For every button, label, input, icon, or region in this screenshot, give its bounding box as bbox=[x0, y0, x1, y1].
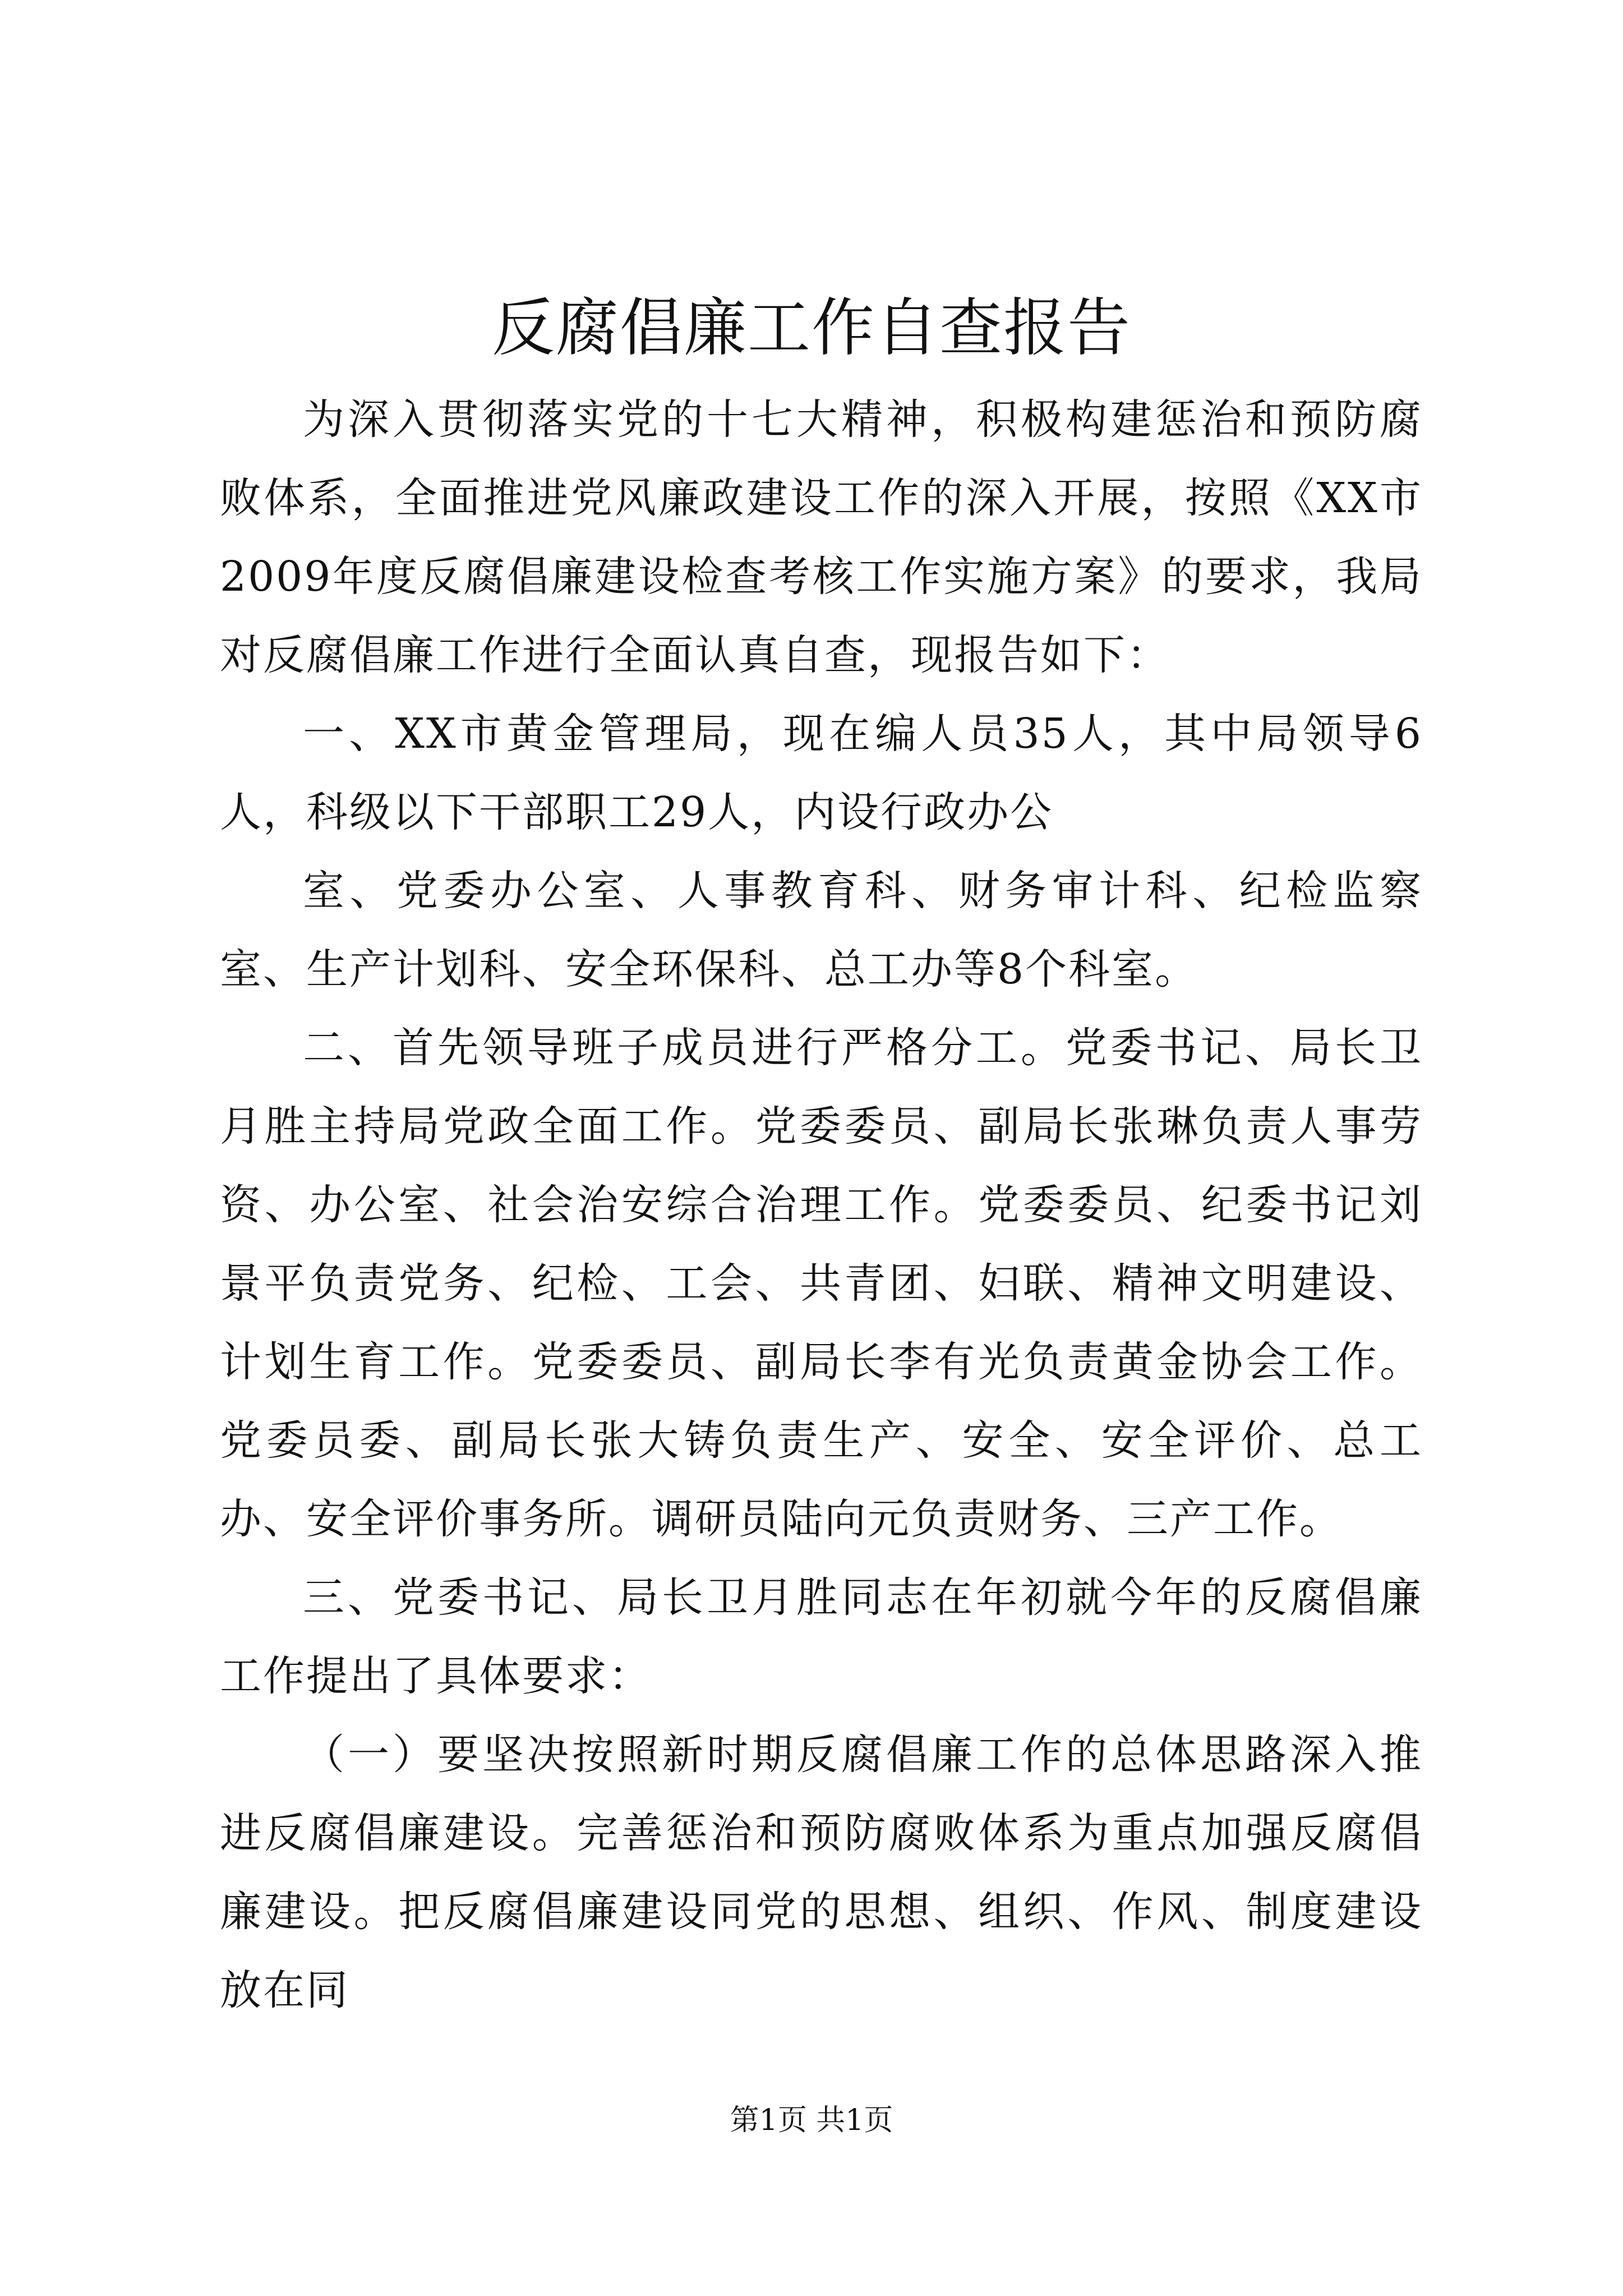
paragraph-section-1: 一、XX市黄金管理局，现在编人员35人，其中局领导6人，科级以下干部职工29人，内设行政办公 bbox=[220, 710, 1423, 836]
document-title: 反腐倡廉工作自查报告 bbox=[492, 292, 1131, 365]
paragraph-section-3: 三、党委书记、局长卫月胜同志在年初就今年的反腐倡廉工作提出了具体要求： bbox=[220, 1573, 1423, 1700]
page-footer: 第1页 共1页 bbox=[730, 2104, 893, 2137]
paragraph-section-3-item-1: （一）要坚决按照新时期反腐倡廉工作的总体思路深入推进反腐倡廉建设。完善惩治和预防腐败体系为重点加强反腐倡廉建设。把反腐倡廉建设同党的思想、组织、作风、制度建设放在同 bbox=[220, 1731, 1423, 2014]
paragraph-section-2: 二、首先领导班子成员进行严格分工。党委书记、局长卫月胜主持局党政全面工作。党委委员、副局长张琳负责人事劳资、办公室、社会治安综合治理工作。党委委员、纪委书记刘景平负责党务、纪检、工会、共青团、妇联、精神文明建设、计划生育工作。党委委员、副局长李有光负责黄金协会工作。党委员委、副局长张大铸负责生产、安全、安全评价、总工办、安全评价事务所。调研员陆向元负责财务、三产工作。 bbox=[220, 1024, 1423, 1543]
document-body bbox=[220, 380, 1423, 2030]
paragraph-section-1-continued: 室、党委办公室、人事教育科、财务审计科、纪检监察室、生产计划科、安全环保科、总工办等8个科室。 bbox=[220, 867, 1423, 993]
paragraph-intro: 为深入贯彻落实党的十七大精神，积极构建惩治和预防腐败体系，全面推进党风廉政建设工作的深入开展，按照《XX市2009年度反腐倡廉建设检查考核工作实施方案》的要求，我局对反腐倡廉工作进行全面认真自查，现报告如下： bbox=[220, 395, 1423, 679]
